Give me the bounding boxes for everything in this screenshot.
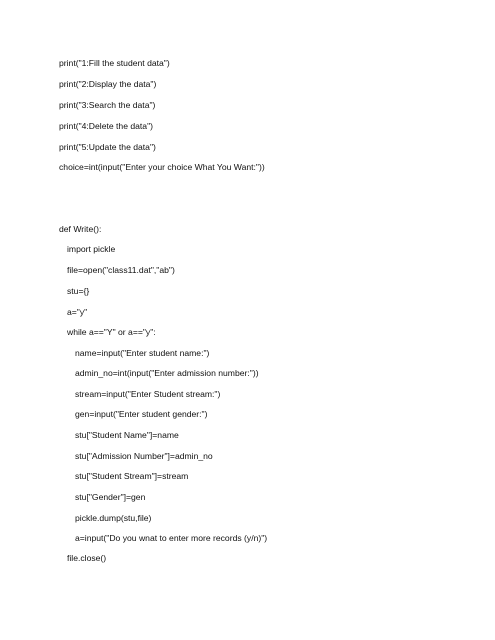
code-line-print-4: print("4:Delete the data") (59, 121, 153, 131)
code-line-print-1: print("1:Fill the student data") (59, 58, 170, 68)
code-line-print-3: print("3:Search the data") (59, 100, 156, 110)
code-line-def-write: def Write(): (59, 224, 102, 234)
code-line-print-2: print("2:Display the data") (59, 79, 157, 89)
code-line-a-input: a=input("Do you wnat to enter more records (y/n)") (75, 533, 268, 543)
code-line-stream-input: stream=input("Enter Student stream:") (75, 389, 221, 399)
code-line-name-input: name=input("Enter student name:") (75, 348, 210, 358)
code-line-print-5: print("5:Update the data") (59, 142, 156, 152)
code-line-while: while a=="Y" or a=="y": (67, 327, 156, 337)
code-line-stu-stream: stu["Student Stream"]=stream (75, 471, 189, 481)
code-line-import: import pickle (67, 244, 116, 254)
code-line-choice: choice=int(input("Enter your choice What You Want:")) (59, 162, 265, 172)
code-line-admin-input: admin_no=int(input("Enter admission number:")) (75, 368, 259, 378)
code-line-file-close: file.close() (67, 553, 107, 563)
code-line-pickle-dump: pickle.dump(stu,file) (75, 513, 152, 523)
code-line-stu-name: stu["Student Name"]=name (75, 430, 179, 440)
code-line-file-open: file=open("class11.dat","ab") (67, 265, 175, 275)
code-line-stu-init: stu={} (67, 286, 90, 296)
code-line-stu-gender: stu["Gender"]=gen (75, 492, 146, 502)
code-line-a-init: a="y" (67, 307, 88, 317)
code-line-stu-admission: stu["Admission Number"]=admin_no (75, 451, 213, 461)
code-line-gen-input: gen=input("Enter student gender:") (75, 409, 208, 419)
